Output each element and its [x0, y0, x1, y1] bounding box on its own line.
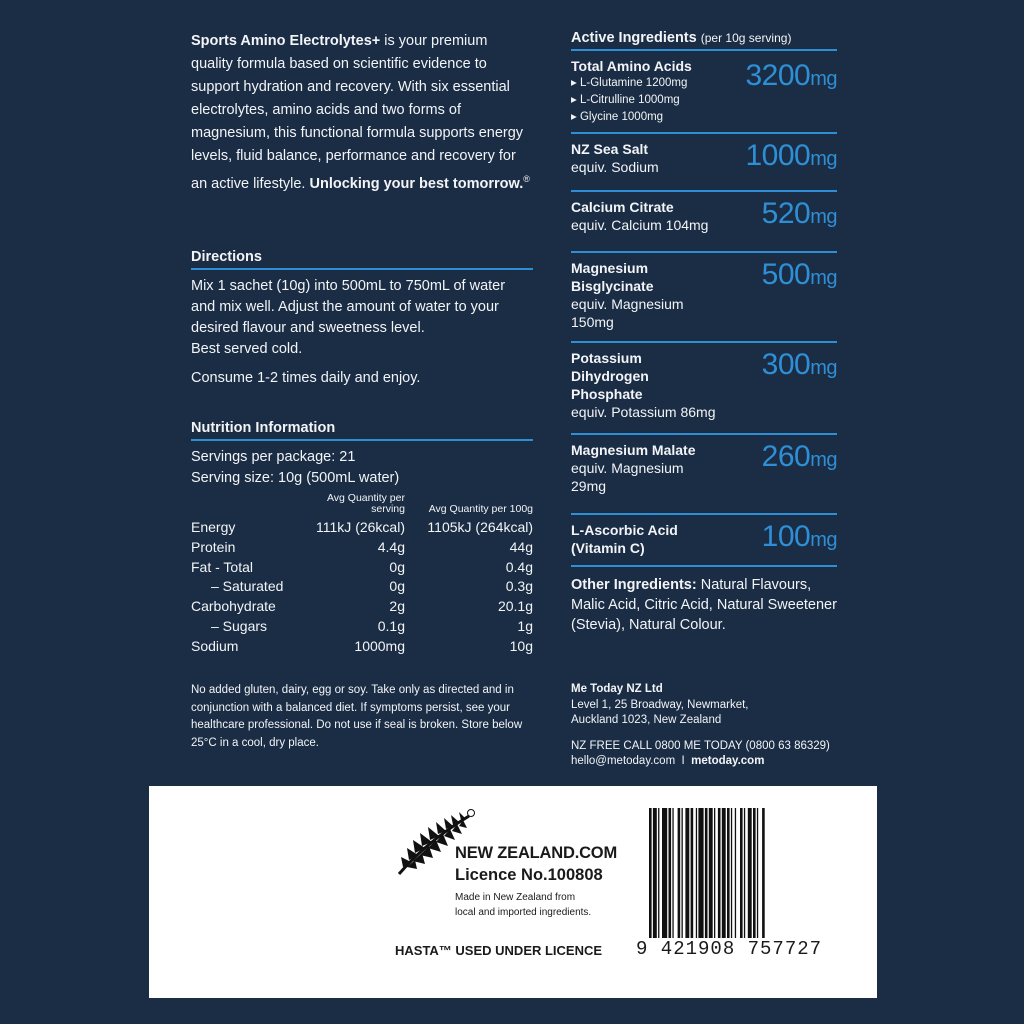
directions-section — [191, 249, 533, 389]
nutrient-serving: 0g — [389, 558, 405, 575]
nutrient-per100: 10g — [509, 637, 533, 654]
ingredient-equiv: equiv. Magnesium 150mg — [571, 296, 684, 330]
registered-mark: ® — [523, 174, 530, 184]
col-header-serving: Avg Quantity per serving — [326, 492, 405, 515]
serving-size: Serving size: 10g (500mL water) — [191, 470, 400, 486]
table-row — [191, 538, 533, 558]
nutrition-header-row — [191, 489, 533, 518]
nutrient-per100: 1105kJ (264kcal) — [427, 519, 533, 535]
ingredient-row — [571, 343, 837, 435]
company-phone: NZ FREE CALL 0800 ME TODAY (0800 63 86329) — [571, 739, 830, 752]
amount-unit: mg — [810, 68, 837, 90]
company-email[interactable]: hello@metoday.com — [571, 755, 676, 767]
ingredient-name: Calcium Citrate — [571, 199, 674, 215]
directions-line: Mix 1 sachet (10g) into 500mL to 750mL of water and mix well. Adjust the amount of water to your desired flavour and sweetness level. — [191, 278, 506, 336]
active-ingredients-section — [571, 30, 837, 635]
amount-unit: mg — [810, 206, 837, 228]
ingredient-equiv: equiv. Magnesium 29mg — [571, 460, 684, 494]
tagline: Unlocking your best tomorrow. — [309, 175, 524, 192]
other-ingredients-text: Natural Flavours, Malic Acid, Citric Acid, Natural Sweetener (Stevia), Natural Colour. — [571, 577, 837, 633]
ingredient-amount — [762, 349, 837, 433]
nutrient-serving: 4.4g — [377, 538, 405, 555]
company-address: Auckland 1023, New Zealand — [571, 714, 722, 726]
ingredient-equiv: equiv. Calcium 104mg — [571, 217, 709, 233]
amount-unit: mg — [810, 529, 837, 551]
nutrient-name: – Sugars — [211, 617, 268, 634]
separator: I — [681, 755, 685, 767]
nutrient-name: Fat - Total — [191, 558, 253, 575]
table-row — [191, 577, 533, 597]
ingredient-name: L-Ascorbic Acid (Vitamin C) — [571, 522, 678, 556]
ingredient-name: Total Amino Acids — [571, 58, 692, 74]
ingredient-amount — [745, 60, 837, 132]
company-address: Level 1, 25 Broadway, Newmarket, — [571, 698, 749, 711]
active-title-note: (per 10g serving) — [700, 31, 792, 45]
ingredient-amount — [762, 198, 837, 251]
amount-value: 500 — [761, 258, 811, 291]
nutrient-name: Protein — [191, 538, 236, 555]
table-row — [191, 617, 533, 637]
amount-value: 520 — [761, 197, 811, 230]
nz-brand-title: NEW ZEALAND.COM — [455, 844, 617, 862]
hasta-licence-text: HASTA™ USED UNDER LICENCE — [395, 943, 603, 958]
ingredient-equiv: equiv. Potassium 86mg — [571, 404, 716, 420]
col-header-100g: Avg Quantity per 100g — [428, 503, 533, 515]
other-ingredients — [571, 575, 837, 635]
ingredient-row — [571, 515, 837, 567]
other-ingredients-label: Other Ingredients: — [571, 577, 697, 593]
ingredient-name: NZ Sea Salt — [571, 141, 649, 157]
barcode-number: 9 421908 757727 — [636, 938, 823, 960]
ingredient-row — [571, 253, 837, 343]
ingredient-amount — [745, 140, 837, 190]
company-website[interactable]: metoday.com — [691, 755, 765, 767]
table-row — [191, 558, 533, 578]
company-name: Me Today NZ Ltd — [571, 683, 663, 695]
ingredient-row — [571, 51, 837, 134]
amount-unit: mg — [810, 148, 837, 170]
directions-title: Directions — [191, 249, 533, 270]
nutrient-serving: 0g — [389, 578, 405, 595]
amino-sub-item: ▸ Glycine 1000mg — [571, 111, 664, 123]
nutrient-serving: 0.1g — [377, 617, 405, 634]
made-in-nz-text: Made in New Zealand from local and imported ingredients. — [455, 892, 592, 918]
amount-value: 3200 — [745, 59, 811, 92]
table-row — [191, 518, 533, 538]
active-ingredients-title — [571, 30, 837, 51]
nutrient-serving: 2g — [389, 598, 405, 615]
disclaimer-text: No added gluten, dairy, egg or soy. Take only as directed and in conjunction with a balanced diet. If symptoms persist, see your healthcare professional. Do not use if seal is broken. Store below 25°C in a cool, dry place. — [191, 684, 523, 749]
table-row — [191, 597, 533, 617]
directions-line: Best served cold. — [191, 341, 303, 357]
active-title-text: Active Ingredients — [571, 30, 697, 46]
intro-paragraph — [191, 30, 533, 196]
ingredient-name: Potassium Dihydrogen Phosphate — [571, 350, 649, 402]
ingredient-equiv: equiv. Sodium — [571, 159, 659, 175]
brand-name: Sports Amino Electrolytes+ — [191, 33, 381, 49]
ingredient-row — [571, 134, 837, 192]
amount-unit: mg — [810, 449, 837, 471]
product-description — [191, 30, 533, 196]
amino-sub-item: ▸ L-Glutamine 1200mg — [571, 77, 688, 89]
barcode-icon — [649, 808, 829, 938]
nutrient-per100: 20.1g — [497, 598, 533, 615]
ingredient-amount — [762, 521, 837, 565]
ingredient-amount — [762, 259, 837, 341]
table-row — [191, 637, 533, 657]
nutrient-per100: 0.3g — [505, 578, 533, 595]
ingredient-amount — [762, 441, 837, 513]
amount-value: 300 — [761, 348, 811, 381]
ingredient-row — [571, 435, 837, 515]
amino-sub-item: ▸ L-Citrulline 1000mg — [571, 94, 680, 106]
nutrition-title: Nutrition Information — [191, 420, 533, 441]
nutrient-per100: 44g — [509, 538, 533, 555]
ingredient-name: Magnesium Bisglycinate — [571, 260, 654, 294]
licence-number: Licence No.100808 — [455, 866, 603, 884]
nutrition-table — [191, 489, 533, 657]
amount-unit: mg — [810, 267, 837, 289]
intro-text: is your premium quality formula based on scientific evidence to support hydration and recovery. With six essential electrolytes, amino acids and two forms of magnesium, this functional formula supports energy levels, fluid balance, performance and recovery for an active lifestyle. — [191, 33, 524, 192]
label-panel — [149, 786, 877, 998]
directions-line: Consume 1-2 times daily and enjoy. — [191, 370, 421, 386]
ingredient-row — [571, 192, 837, 253]
nutrient-per100: 1g — [517, 617, 533, 634]
nutrient-name: – Saturated — [211, 578, 284, 595]
amount-value: 1000 — [745, 139, 811, 172]
nutrient-serving: 111kJ (26kcal) — [316, 519, 405, 535]
amount-value: 100 — [761, 520, 811, 553]
nutrient-name: Sodium — [191, 637, 239, 654]
amount-value: 260 — [761, 440, 811, 473]
ingredient-name: Magnesium Malate — [571, 442, 696, 458]
nutrition-section — [191, 420, 533, 657]
nutrient-name: Energy — [191, 519, 236, 535]
company-info — [571, 682, 851, 770]
nutrient-name: Carbohydrate — [191, 598, 276, 615]
nutrient-per100: 0.4g — [505, 558, 533, 575]
amount-unit: mg — [810, 357, 837, 379]
nutrient-serving: 1000mg — [354, 637, 405, 654]
servings-per-package: Servings per package: 21 — [191, 449, 356, 465]
